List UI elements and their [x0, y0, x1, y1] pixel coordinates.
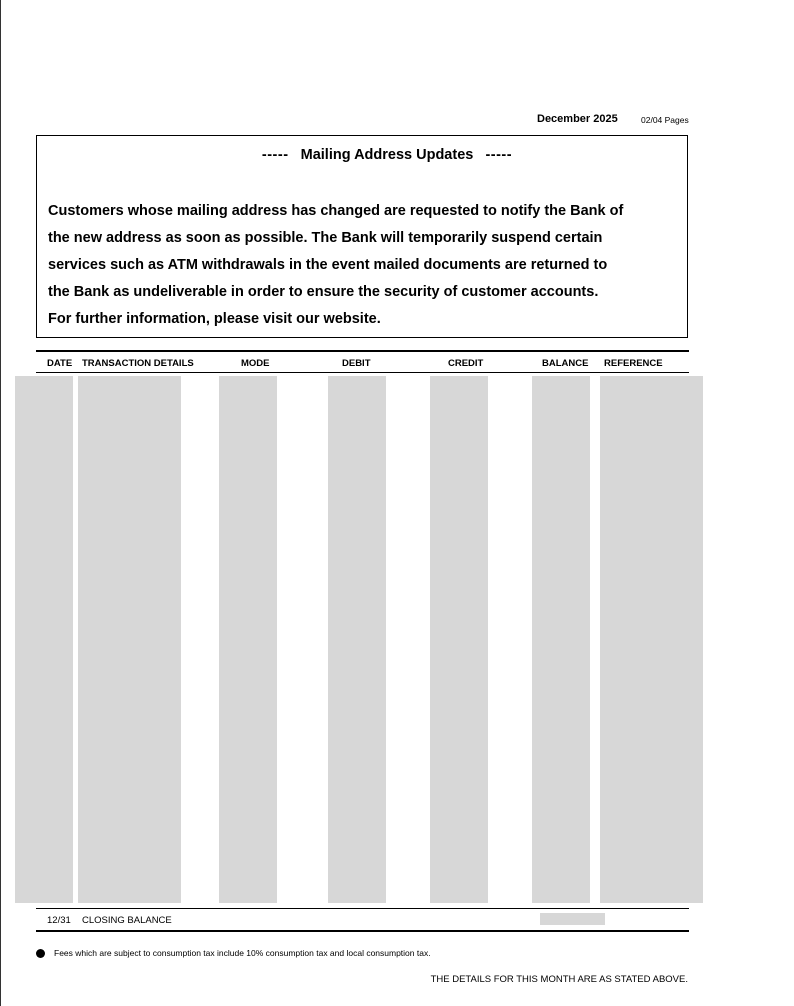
notice-line: the new address as soon as possible. The Bank will temporarily suspend certain [48, 230, 603, 246]
col-header-balance: BALANCE [542, 358, 589, 369]
col-header-mode: MODE [241, 358, 270, 369]
notice-line: services such as ATM withdrawals in the event mailed documents are returned to [48, 257, 608, 273]
col-header-transaction-details: TRANSACTION DETAILS [82, 358, 194, 369]
notice-line: For further information, please visit our website. [48, 311, 381, 327]
footer-statement: THE DETAILS FOR THIS MONTH ARE AS STATED ABOVE. [430, 974, 688, 985]
col-header-reference: REFERENCE [604, 358, 663, 369]
notice-title-dash-right: ----- [485, 147, 513, 163]
redacted-date-column [15, 376, 73, 903]
col-header-debit: DEBIT [342, 358, 371, 369]
closing-top-rule [36, 908, 689, 909]
bullet-icon [36, 949, 45, 958]
redacted-reference-column [600, 376, 703, 903]
closing-bottom-rule [36, 930, 689, 932]
notice-title [37, 147, 737, 163]
tax-footnote: Fees which are subject to consumption tax include 10% consumption tax and local consumption tax. [54, 948, 431, 958]
redacted-balance-column [532, 376, 590, 903]
closing-date: 12/31 [47, 915, 71, 926]
col-header-date: DATE [47, 358, 73, 369]
redacted-mode-column [219, 376, 277, 903]
notice-line: the Bank as undeliverable in order to ensure the security of customer accounts. [48, 284, 599, 300]
redacted-debit-column [328, 376, 386, 903]
redacted-details-column [78, 376, 181, 903]
page-left-edge [0, 0, 1, 1006]
col-header-credit: CREDIT [448, 358, 484, 369]
redacted-closing-balance [540, 913, 605, 925]
table-header-rule [36, 372, 689, 373]
notice-title-text: Mailing Address Updates [300, 147, 474, 163]
closing-balance-label: CLOSING BALANCE [82, 915, 172, 926]
notice-box [36, 135, 688, 338]
redacted-credit-column [430, 376, 488, 903]
notice-title-dash-left: ----- [261, 147, 289, 163]
notice-line: Customers whose mailing address has changed are requested to notify the Bank of [48, 203, 624, 219]
table-top-rule [36, 350, 689, 352]
notice-body [48, 198, 683, 333]
page-counter: 02/04 Pages [641, 115, 689, 125]
statement-month: December 2025 [537, 113, 618, 125]
